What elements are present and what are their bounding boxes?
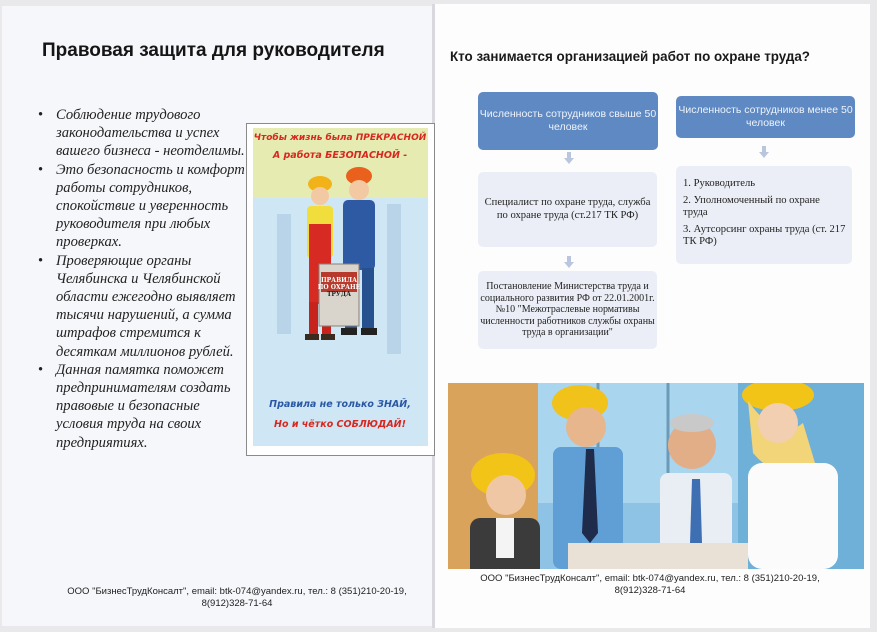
decree-box: Постановление Министерства труда и социального развития РФ от 22.01.2001г. №10 "Межотраслевые нормативы численности работников службы охраны труда в организации" [478, 271, 657, 349]
left-footer [52, 586, 422, 610]
bullet-icon: • [38, 361, 44, 378]
arrow-down-icon [564, 152, 574, 164]
specialist-box: Специалист по охране труда, служба по охране труда (ст.217 ТК РФ) [478, 172, 657, 247]
bullet-icon: • [38, 161, 44, 178]
poster-book-title: ПРАВИЛА ПО ОХРАНЕ ТРУДА [317, 277, 361, 298]
header-under-50: Численность сотрудников менее 50 человек [676, 96, 855, 138]
poster-bottom-line2: Но и чётко СОБЛЮДАЙ! [274, 419, 406, 430]
right-footer [470, 573, 830, 597]
left-footer-line2: 8(912)328-71-64 [201, 598, 273, 609]
safety-poster-image [246, 123, 435, 456]
arrow-down-icon [564, 256, 574, 268]
list-item: • Соблюдение трудового законодательства и успех вашего бизнеса - неотделимы. [38, 107, 245, 160]
poster-bottom-line1: Правила не только ЗНАЙ, [269, 399, 411, 410]
safety-poster-illustration [247, 124, 434, 455]
bullet-icon: • [38, 252, 44, 269]
poster-top-line2: А работа БЕЗОПАСНОЙ - [272, 150, 408, 161]
left-footer-line1: ООО "БизнесТрудКонсалт", email: btk-074@yandex.ru, тел.: 8 (351)210-20-19, [67, 586, 407, 597]
list-item: 1. Руководитель [683, 178, 756, 189]
poster-top-line1: Чтобы жизнь была ПРЕКРАСНОЙ [253, 133, 427, 143]
header-over-50: Численность сотрудников свыше 50 человек [478, 92, 658, 150]
small-company-options [676, 166, 852, 264]
left-page-title: Правовая защита для руководителя [42, 40, 385, 61]
arrow-down-icon [759, 146, 769, 158]
list-item: 3. Аутсорсинг охраны труда (ст. 217 ТК РФ) [683, 223, 846, 247]
list-item: • Проверяющие органы Челябинска и Челябинской области ежегодно выявляет тысячи нарушений, а сумма штрафов стремится к десяткам миллионов рублей. [38, 252, 236, 360]
right-page-title: Кто занимается организацией работ по охране труда? [450, 49, 810, 64]
workers-meeting-photo [448, 383, 864, 569]
list-item: 2. Уполномоченный по охране труда [683, 194, 820, 218]
list-item: • Данная памятка поможет предпринимателям создать правовые и безопасные условия труда на своих предприятиях. [38, 361, 231, 451]
right-footer-line1: ООО "БизнесТрудКонсалт", email: btk-074@yandex.ru, тел.: 8 (351)210-20-19, [480, 573, 820, 584]
bullet-icon: • [38, 107, 44, 123]
list-item: • Это безопасность и комфорт работы сотрудников, спокойствие и уверенность руководителя при любых проверках. [38, 161, 245, 251]
right-footer-line2: 8(912)328-71-64 [614, 585, 686, 596]
workers-meeting-illustration [448, 383, 864, 569]
bullet-list [38, 106, 250, 452]
